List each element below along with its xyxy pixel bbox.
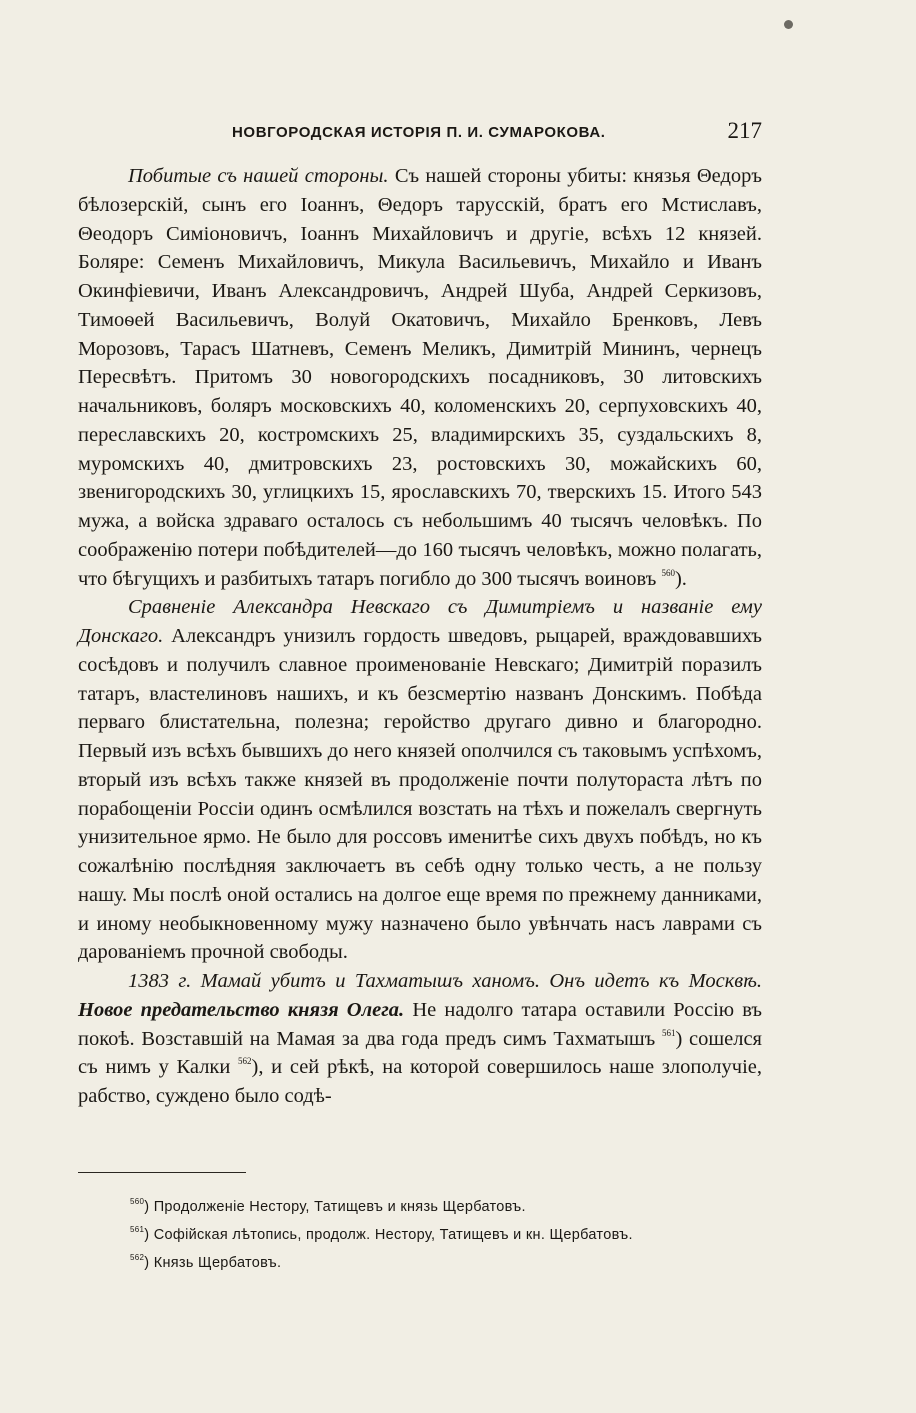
footnote-560: [130, 1193, 770, 1221]
footnote-rule: [78, 1172, 246, 1173]
paragraph-text-tail: ).: [674, 567, 687, 590]
footnote-text: ) Продолженіе Нестору, Татищевъ и князь Щербатовъ.: [144, 1199, 526, 1215]
paragraph-comparison: [78, 593, 762, 967]
footnote-text: ) Софійская лѣтопись, продолж. Нестору, Татищевъ и кн. Щербатовъ.: [144, 1227, 633, 1243]
paragraph-heading: Побитые съ нашей стороны.: [128, 165, 389, 187]
paragraph-text: ) сошелся съ нимъ у Калки: [78, 1027, 762, 1079]
body-text: [78, 162, 762, 1111]
paragraph-text: Александръ унизилъ гордость шведовъ, рыцарей, враждовавшихъ сосѣдовъ и получилъ славное проименованіе Невскаго; Димитрій поразилъ татаръ, властелиновъ нашихъ, и къ безсмертію названъ Донскимъ. Побѣда перваго блистательна, полезна; геройство другаго дивно и благородно. Первый изъ всѣхъ бывшихъ до него князей ополчился съ таковымъ успѣхомъ, вторый изъ всѣхъ также князей въ продолженіе почти полутораста лѣтъ по порабощеніи Россіи одинъ осмѣлился возстать на тѣхъ и пожелалъ свергнуть унизительное ярмо. Не было для россовъ именитѣе сихъ двухъ побѣдъ, но къ сожалѣнію послѣдняя заключаетъ въ себѣ одну только честь, а не пользу нашу. Мы послѣ оной остались на долгое еще время по прежнему данниками, и иному необыкновенному мужу назначено было увѣнчать насъ лаврами съ дарованіемъ прочной свободы.: [78, 625, 762, 964]
paragraph-text: ), и сей рѣкѣ, на которой совершилось наше злополучіе, рабство, суждено было содѣ-: [78, 1056, 762, 1107]
footnote-562: [130, 1249, 770, 1277]
footnotes: [130, 1193, 770, 1277]
footnote-ref: 561: [661, 1027, 676, 1038]
paragraph-heading-bold: Новое предательство князя Олега.: [78, 998, 405, 1021]
footnote-561: [130, 1221, 770, 1249]
paragraph-heading: Сравненіе Александра Невскаго съ Димитріемъ и названіе ему Донскаго.: [78, 596, 762, 647]
ink-speck: [784, 20, 793, 29]
footnote-number: 560: [130, 1197, 145, 1206]
footnote-number: 562: [130, 1253, 145, 1262]
footnote-ref: 560: [661, 567, 675, 578]
paragraph-1383: [78, 967, 762, 1111]
running-head: НОВГОРОДСКАЯ ИСТОРІЯ П. И. СУМАРОКОВА.: [232, 124, 606, 141]
page-number: 217: [727, 118, 762, 143]
footnote-number: 561: [130, 1225, 145, 1234]
footnote-text: ) Князь Щербатовъ.: [144, 1255, 282, 1271]
paragraph-heading: 1383 г. Мамай убитъ и Тахматышъ ханомъ. Онъ идетъ къ Москвѣ.: [128, 970, 762, 992]
paragraph-text: Не надолго татара оставили Россію въ покоѣ. Возставшій на Мамая за два года предъ симъ Тахматышъ: [78, 998, 763, 1050]
paragraph-casualties: [78, 162, 762, 593]
page-header: [78, 118, 762, 148]
footnote-ref: 562: [238, 1056, 252, 1067]
paragraph-text: Съ нашей стороны убиты: князья Θедоръ бѣлозерскій, сынъ его Іоаннъ, Θедоръ тарусскій, братъ его Мстиславъ, Θеодоръ Симіоновичъ, Іоаннъ Михайловичъ и другіе, всѣхъ 12 князей. Боляре: Семенъ Михайловичъ, Микула Васильевичъ, Михайло и Иванъ Окинфіевичи, Иванъ Александровичъ, Андрей Шуба, Андрей Серкизовъ, Тимоѳей Васильевичъ, Волуй Окатовичъ, Михайло Бренковъ, Левъ Морозовъ, Тарасъ Шатневъ, Семенъ Меликъ, Димитрій Мининъ, чернецъ Пересвѣтъ. Притомъ 30 новогородскихъ посадниковъ, 30 литовскихъ начальниковъ, боляръ московскихъ 40, коломенскихъ 20, серпуховскихъ 40, переславскихъ 20, костромскихъ 25, владимирскихъ 35, суздальскихъ 8, муромскихъ 40, дмитровскихъ 23, ростовскихъ 30, можайскихъ 60, звенигородскихъ 30, углицкихъ 15, ярославскихъ 70, тверскихъ 15. Итого 543 мужа, а войска здраваго осталось съ небольшимъ 40 тысячъ человѣкъ. По соображенію потери побѣдителей—до 160 тысячъ человѣкъ, можно полагать, что бѣгущихъ и разбитыхъ татаръ погибло до 300 тысячъ воиновъ: [78, 165, 763, 590]
